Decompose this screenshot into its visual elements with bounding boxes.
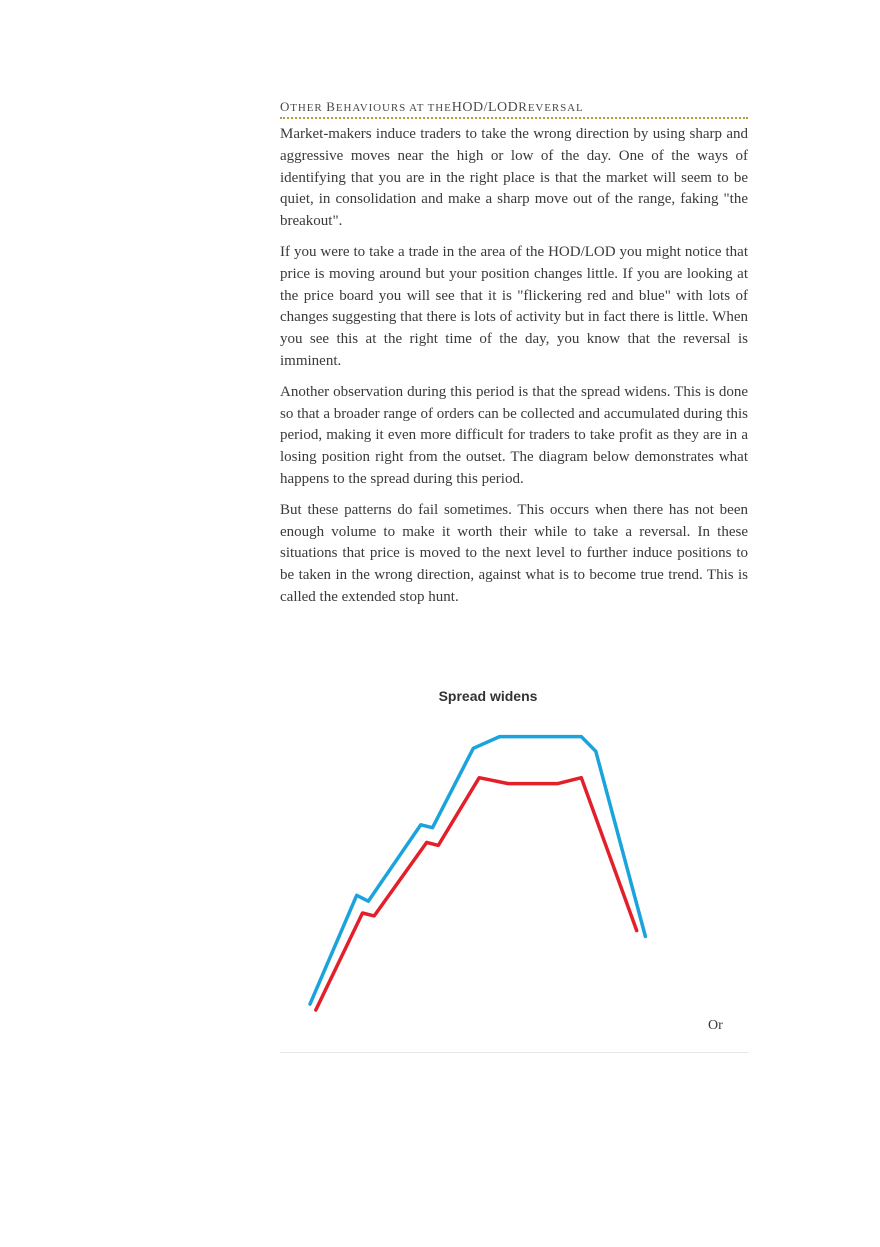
paragraph-spread-widens: Another observation during this period is that the spread widens. This is done so that a broader range of orders can be collected and accumulated during this period, making it even more difficult for traders to take profit as they are in a losing position right from the outset. The diagram below demonstrates what happens to the spread during this period. xyxy=(280,383,748,487)
series-line-blue xyxy=(310,737,645,1005)
paragraph-patterns-fail: But these patterns do fail sometimes. This occurs when there has not been enough volume to make it worth their while to take a reversal. In these situations that price is moved to the next level to further induce positions to be taken in the wrong direction, against what is to become true trend. This is called the extended stop hunt. xyxy=(280,501,748,605)
footer-divider xyxy=(280,1052,748,1053)
caption-or: Or xyxy=(708,1018,723,1033)
section-heading xyxy=(280,98,748,119)
heading-words-behaviours: EHAVIOURS AT THE xyxy=(335,102,452,114)
page-content xyxy=(280,98,748,618)
heading-initial-o: O xyxy=(280,99,291,114)
heading-word-reversal: EVERSAL xyxy=(527,102,584,114)
series-line-red xyxy=(316,778,637,1010)
spread-chart xyxy=(300,680,680,1020)
chart-title: Spread widens xyxy=(438,688,538,704)
heading-initial-b: B xyxy=(326,99,336,114)
paragraph-market-makers: Market-makers induce traders to take the wrong direction by using sharp and aggressive moves near the high or low of the day. One of the ways of identifying that you are in the right place is that the market will seem to be quiet, in consolidation and make a sharp move out of the range, faking "the breakout". xyxy=(280,126,748,230)
spread-widens-figure xyxy=(300,680,680,1020)
heading-word-other: THER xyxy=(290,102,323,114)
heading-initial-r: R xyxy=(518,99,528,114)
heading-hod-lod: HOD/LOD xyxy=(451,100,519,115)
paragraph-trade-hod-lod: If you were to take a trade in the area of the HOD/LOD you might notice that price is moving around but your position changes little. If you are looking at the price board you will see that it is "flickering red and blue" with lots of changes suggesting that there is lots of activity but in fact there is little. When you see this at the right time of the day, you know that the reversal is imminent. xyxy=(280,243,748,369)
